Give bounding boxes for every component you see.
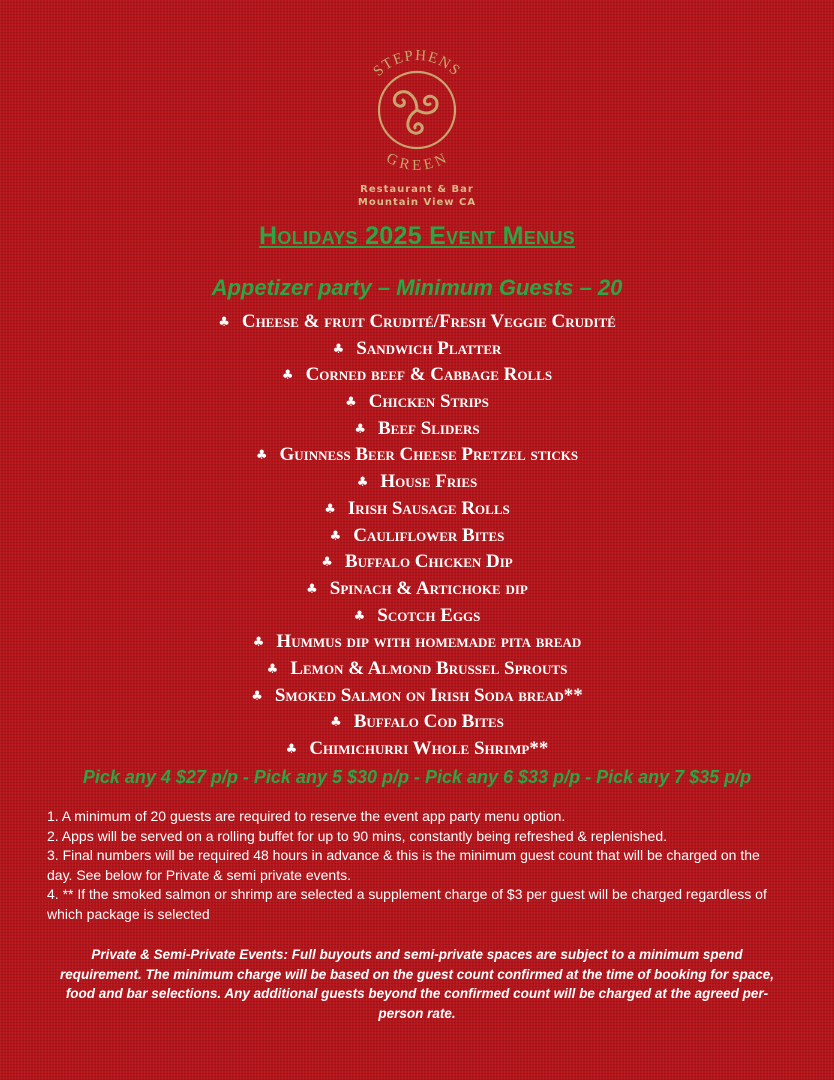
club-icon: ♣ bbox=[332, 341, 345, 357]
logo-location: Mountain View CA bbox=[357, 197, 477, 208]
menu-item bbox=[0, 362, 834, 389]
menu-item-label: Buffalo Chicken Dip bbox=[344, 551, 513, 573]
menu-item bbox=[0, 656, 834, 683]
page-title: Holidays 2025 Event Menus bbox=[259, 222, 575, 250]
logo-name-top: STEPHENS bbox=[370, 47, 464, 80]
menu-item-label: Chicken Strips bbox=[368, 391, 489, 413]
menu-item bbox=[0, 549, 834, 576]
menu-item-label: Corned beef & Cabbage Rolls bbox=[305, 364, 553, 386]
menu-item-label: Guinness Beer Cheese Pretzel sticks bbox=[279, 444, 579, 466]
menu-item bbox=[0, 576, 834, 603]
stephens-green-logo bbox=[347, 40, 487, 175]
menu-item bbox=[0, 496, 834, 523]
club-icon: ♣ bbox=[218, 315, 230, 330]
menu-item-label: Spinach & Artichoke dip bbox=[329, 577, 528, 599]
menu-item bbox=[0, 736, 834, 763]
menu-item bbox=[0, 389, 834, 416]
menu-item-label: Beef Sliders bbox=[377, 417, 480, 439]
note-item: 4. ** If the smoked salmon or shrimp are selected a supplement charge of $3 per guest will be charged regardless of which package is selected bbox=[47, 886, 767, 922]
menu-item-label: Smoked Salmon on Irish Soda bread** bbox=[274, 684, 583, 706]
menu-item-label: Buffalo Cod Bites bbox=[353, 711, 504, 733]
menu-item-label: Hummus dip with homemade pita bread bbox=[276, 631, 582, 653]
club-icon: ♣ bbox=[330, 715, 342, 731]
club-icon: ♣ bbox=[266, 661, 279, 677]
logo bbox=[0, 40, 834, 209]
menu-item-label: Chimichurri Whole Shrimp** bbox=[309, 738, 549, 759]
triskele-icon bbox=[394, 92, 437, 134]
menu-item bbox=[0, 629, 834, 656]
private-events-note: Private & Semi-Private Events: Full buyouts and semi-private spaces are subject to a minimum spend requirement. The minimum charge will be based on the guest count confirmed at the time of booking for space, food and bar selections. Any additional guests beyond the confirmed count will be charged at the agreed per-person rate. bbox=[59, 947, 775, 1021]
menu-item-label: Lemon & Almond Brussel Sprouts bbox=[290, 657, 568, 679]
menu-item bbox=[0, 523, 834, 550]
menu-item bbox=[0, 336, 834, 363]
logo-name-bottom: GREEN bbox=[383, 150, 451, 174]
menu-item bbox=[0, 416, 834, 443]
club-icon: ♣ bbox=[354, 421, 366, 437]
menu-item-label: Sandwich Platter bbox=[356, 337, 502, 359]
note-item: 3. Final numbers will be required 48 hours in advance & this is the minimum guest count that will be charged on the day. See below for Private & semi private events. bbox=[47, 847, 760, 883]
menu-item bbox=[0, 309, 834, 336]
notes-list bbox=[47, 807, 787, 924]
club-icon: ♣ bbox=[345, 395, 357, 411]
menu-item bbox=[0, 709, 834, 736]
menu-item bbox=[0, 469, 834, 496]
club-icon: ♣ bbox=[252, 635, 265, 651]
club-icon: ♣ bbox=[324, 501, 336, 517]
menu-item-label: Cheese & fruit Crudité/Fresh Veggie Crudité bbox=[241, 311, 616, 332]
menu-item-label: Irish Sausage Rolls bbox=[347, 497, 510, 519]
section-title: Appetizer party – Minimum Guests – 20 bbox=[211, 275, 623, 300]
logo-tagline: Restaurant & Bar bbox=[360, 184, 474, 195]
club-icon: ♣ bbox=[353, 608, 366, 624]
menu-item bbox=[0, 442, 834, 469]
club-icon: ♣ bbox=[285, 742, 298, 757]
menu-item bbox=[0, 683, 834, 710]
menu-item-label: Cauliflower Bites bbox=[353, 524, 505, 546]
note-item: 2. Apps will be served on a rolling buffet for up to 90 mins, constantly being refreshed & replenished. bbox=[47, 827, 667, 844]
menu-item bbox=[0, 603, 834, 630]
menu-items-list bbox=[0, 309, 834, 763]
club-icon: ♣ bbox=[281, 368, 294, 384]
menu-item-label: Scotch Eggs bbox=[377, 604, 481, 626]
note-item: 1. A minimum of 20 guests are required to reserve the event app party menu option. bbox=[47, 808, 566, 824]
pricing-line: Pick any 4 $27 p/p - Pick any 5 $30 p/p - Pick any 6 $33 p/p - Pick any 7 $35 p/p bbox=[82, 767, 752, 787]
club-icon: ♣ bbox=[251, 688, 263, 704]
club-icon: ♣ bbox=[329, 528, 342, 544]
club-icon: ♣ bbox=[255, 448, 268, 464]
menu-item-label: House Fries bbox=[380, 471, 478, 493]
club-icon: ♣ bbox=[306, 581, 318, 597]
club-icon: ♣ bbox=[356, 475, 369, 491]
club-icon: ♣ bbox=[321, 555, 333, 571]
